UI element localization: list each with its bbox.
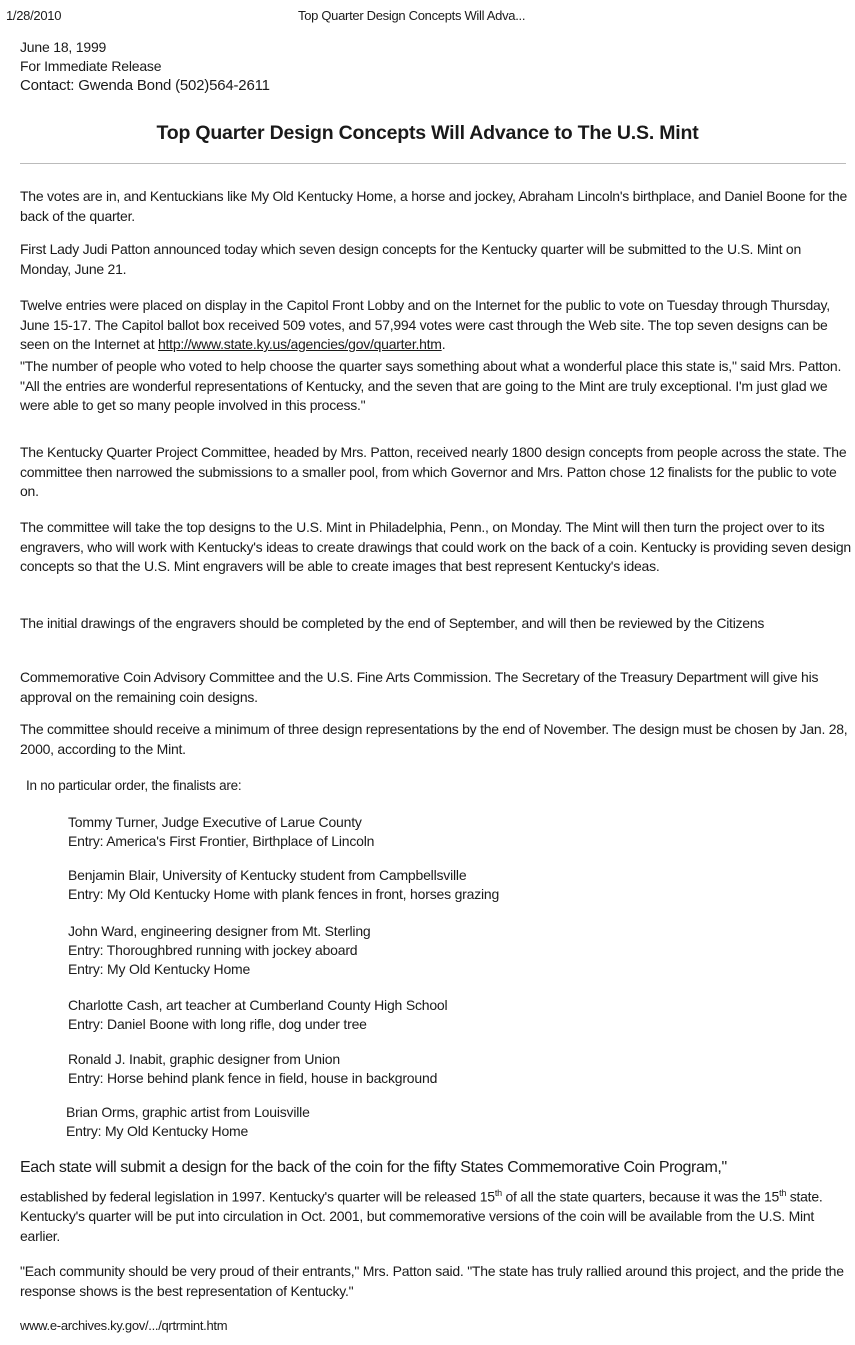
finalists-intro: In no particular order, the finalists are: [26,778,242,793]
paragraph: Twelve entries were placed on display in the Capitol Front Lobby and on the Internet for the public to vote on Tuesday through Thursday, June 15-17. The Capitol ballot box received 509 votes, and 57,994 votes were cast through the Web site. The top seven designs can be seen on the Internet at http://www.state.ky.us/agencies/gov/quarter.htm. [20,297,830,352]
paragraph: "Each community should be very proud of their entrants," Mrs. Patton said. "The state has truly rallied around this project, and the pride the response shows is the best representation of Kentucky." [20,1263,844,1299]
paragraph: The initial drawings of the engravers should be completed by the end of September, and will then be reviewed by the Citizens [20,615,765,631]
closing-first-line: Each state will submit a design for the back of the coin for the fifty States Commemorative Coin Program," [20,1159,727,1176]
print-date: 1/28/2010 [6,8,62,23]
paragraph: Commemorative Coin Advisory Committee and the U.S. Fine Arts Commission. The Secretary of the Treasury Department will give his approval on the remaining coin designs. [20,669,819,705]
paragraph: The votes are in, and Kentuckians like My Old Kentucky Home, a horse and jockey, Abraham Lincoln's birthplace, and Daniel Boone for the back of the quarter. [20,188,848,224]
paragraph: established by federal legislation in 1997. Kentucky's quarter will be released 15th of all the state quarters, because it was the 15th state. Kentucky's quarter will be put into circulation in Oct. 2001, but commemorative versions of the coin will be available from the U.S. Mint earlier. [20,1188,823,1244]
finalist: John Ward, engineering designer from Mt. Sterling Entry: Thoroughbred running with jockey aboard Entry: My Old Kentucky Home [68,923,371,977]
paragraph: The committee should receive a minimum of three design representations by the end of November. The design must be chosen by Jan. 28, 2000, according to the Mint. [20,721,848,757]
print-page-title: Top Quarter Design Concepts Will Adva... [298,8,526,23]
contact: Contact: Gwenda Bond (502)564-2611 [20,77,270,94]
footer-url: www.e-archives.ky.gov/.../qrtrmint.htm [20,1318,228,1333]
paragraph: "The number of people who voted to help choose the quarter says something about what a wonderful place this state is," said Mrs. Patton. "All the entries are wonderful representations of Kentucky, and the seven that are going to the Mint are truly exceptional. I'm just glad we were able to get so many people involved in this process." [20,358,842,413]
finalist: Benjamin Blair, University of Kentucky student from Campbellsville Entry: My Old Kentucky Home with plank fences in front, horses grazing [68,867,500,902]
finalist: Tommy Turner, Judge Executive of Larue County Entry: America's First Frontier, Birthplace of Lincoln [68,814,375,849]
finalist: Brian Orms, graphic artist from Louisville Entry: My Old Kentucky Home [66,1104,310,1139]
release-date: June 18, 1999 [20,39,107,55]
finalist: Ronald J. Inabit, graphic designer from Union Entry: Horse behind plank fence in field, house in background [68,1051,438,1086]
paragraph: The Kentucky Quarter Project Committee, headed by Mrs. Patton, received nearly 1800 design concepts from people across the state. The committee then narrowed the submissions to a smaller pool, from which Governor and Mrs. Patton chose 12 finalists for the public to vote on. [20,444,847,499]
paragraph: First Lady Judi Patton announced today which seven design concepts for the Kentucky quarter will be submitted to the U.S. Mint on Monday, June 21. [20,241,801,277]
paragraph: The committee will take the top designs to the U.S. Mint in Philadelphia, Penn., on Monday. The Mint will then turn the project over to its engravers, who will work with Kentucky's ideas to create drawings that could work on the back of a coin. Kentucky is providing seven design concepts so that the U.S. Mint engravers will be able to create images that best represent Kentucky's ideas. [20,519,851,574]
divider [20,163,846,164]
article-title: Top Quarter Design Concepts Will Advance to The U.S. Mint [156,122,699,144]
finalist: Charlotte Cash, art teacher at Cumberland County High School Entry: Daniel Boone with long rifle, dog under tree [68,997,448,1032]
release-meta [20,38,270,95]
quarter-link[interactable]: http://www.state.ky.us/agencies/gov/quarter.htm [158,336,442,352]
release-type: For Immediate Release [20,58,162,74]
